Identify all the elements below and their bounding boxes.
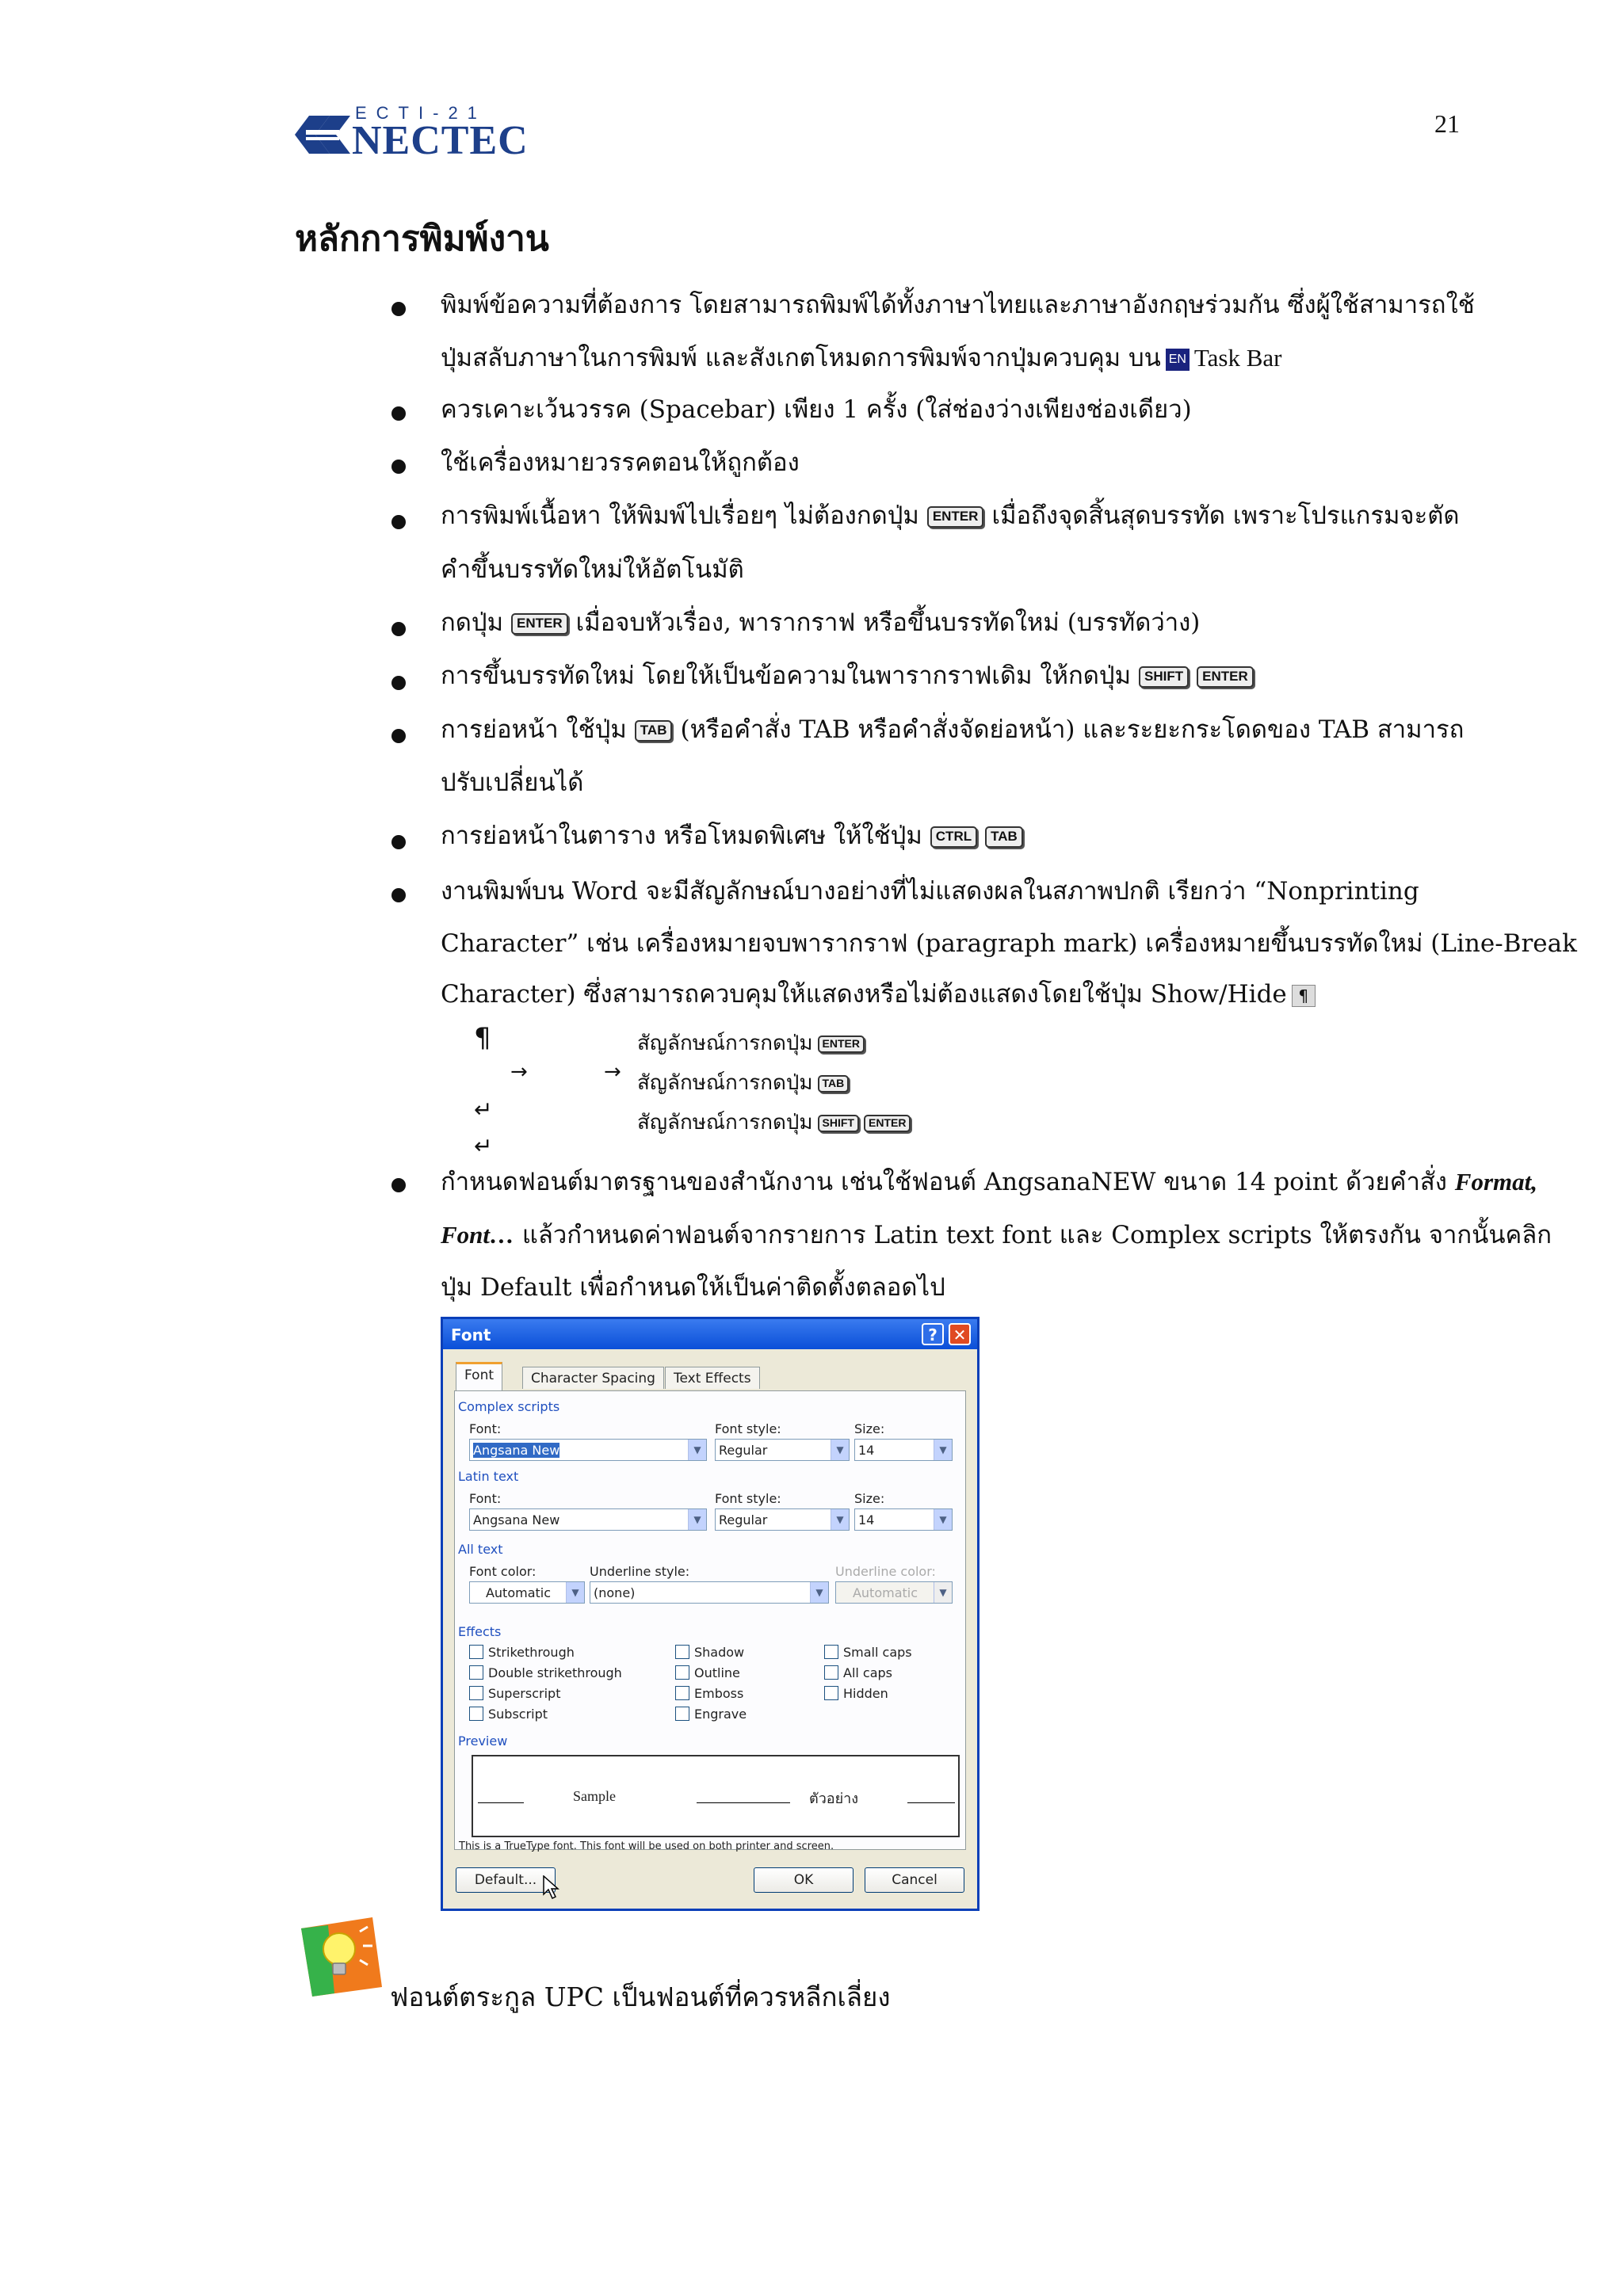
chevron-down-icon: ▼ [688,1509,706,1530]
bullet-7-text-b: (หรือคำสั่ง TAB หรือคำสั่งจัดย่อหน้า) และระยะกระโดดของ TAB สามารถ [680,715,1465,744]
complex-style-value: Regular [719,1443,768,1458]
enter-key-icon: ENTER [818,1035,865,1052]
bullet-1-line-2 [441,345,1281,371]
tab-font[interactable]: Font [456,1362,502,1390]
small-caps-label: Small caps [843,1645,912,1660]
subscript-checkbox[interactable] [469,1707,548,1722]
underline-style-value: (none) [594,1585,636,1600]
bullet-9-text: Character) ซึ่งสามารถควบคุมให้แสดงหรือไม่ต้องแสดงโดยใช้ปุ่ม Show/Hide [441,980,1287,1009]
chevron-down-icon: ▼ [934,1509,952,1530]
bullet-dot [391,1178,406,1192]
enter-key-icon: ENTER [1197,666,1254,688]
page-number: 21 [1434,109,1460,138]
bullet-5-text-b: เมื่อจบหัวเรื่อง, พารากราฟ หรือขึ้นบรรทัดใหม่ (บรรทัดว่าง) [575,608,1201,637]
all-caps-checkbox[interactable] [824,1665,892,1680]
chevron-down-icon: ▼ [934,1582,952,1603]
chevron-down-icon: ▼ [831,1509,849,1530]
bullet-dot [391,460,406,474]
dialog-titlebar [443,1319,977,1349]
lightbulb-tip-icon [296,1911,385,2000]
complex-scripts-group-label: Complex scripts [458,1399,560,1414]
paragraph-mark-symbol: ¶ [474,1022,491,1054]
bullet-6-line [441,664,1262,688]
underline-style-select[interactable] [590,1581,829,1604]
underline-style-label: Underline style: [590,1564,690,1579]
bullet-4-text-a: การพิมพ์เนื้อหา ให้พิมพ์ไปเรื่อยๆ ไม่ต้องกดปุ่ม [441,502,919,530]
preview-line [478,1802,524,1803]
tab-character-spacing[interactable]: Character Spacing [522,1367,664,1389]
all-caps-label: All caps [843,1665,893,1680]
complex-size-select[interactable] [854,1439,953,1461]
cancel-button[interactable]: Cancel [865,1867,964,1893]
symbol-label-text: สัญลักษณ์การกดปุ่ม [637,1071,813,1095]
symbol-label-text: สัญลักษณ์การกดปุ่ม [637,1111,813,1135]
superscript-checkbox[interactable] [469,1686,560,1701]
chevron-down-icon: ▼ [566,1582,584,1603]
dialog-title: Font [451,1325,491,1344]
bullet-6-text: การขึ้นบรรทัดใหม่ โดยให้เป็นข้อความในพารากราฟเดิม ให้กดปุ่ม [441,662,1131,690]
shift-key-icon: SHIFT [818,1115,859,1131]
bullet-4-line-2: คำขึ้นบรรทัดใหม่ให้อัตโนมัติ [441,555,744,584]
bullet-dot [391,729,406,743]
bullet-1-line-1: พิมพ์ข้อความที่ต้องการ โดยสามารถพิมพ์ได้ทั้งภาษาไทยและภาษาอังกฤษร่วมกัน ซึ่งผู้ใช้สามารถใช้ [441,291,1475,319]
bullet-9-line-1: งานพิมพ์บน Word จะมีสัญลักษณ์บางอย่างที่ไม่แสดงผลในสภาพปกติ เรียกว่า “Nonprinting [441,877,1419,906]
show-hide-icon: ¶ [1292,985,1316,1007]
latin-font-select[interactable] [469,1508,707,1531]
font-dialog [441,1317,980,1911]
symbol-label-text: สัญลักษณ์การกดปุ่ม [637,1032,813,1055]
hidden-checkbox[interactable] [824,1686,888,1701]
symbol-label-shift-enter [637,1106,915,1138]
bullet-10-line-3: ปุ่ม Default เพื่อกำหนดให้เป็นค่าติดตั้งตลอดไป [441,1273,945,1302]
engrave-checkbox[interactable] [675,1707,747,1722]
bullet-10-text-a: กำหนดฟอนต์มาตรฐานของสำนักงาน เช่นใช้ฟอนต์ AngsanaNEW ขนาด 14 point ด้วยคำสั่ง [441,1168,1447,1196]
tab-key-icon: TAB [818,1075,850,1092]
language-bar-icon: EN [1166,349,1190,371]
bullet-5-line [441,608,1201,637]
complex-style-select[interactable] [715,1439,850,1461]
bullet-dot [391,622,406,636]
chevron-down-icon: ▼ [810,1582,828,1603]
nectec-logo [295,103,529,163]
symbol-label-tab [637,1066,854,1099]
shadow-label: Shadow [694,1645,745,1660]
effects-group-label: Effects [458,1624,502,1639]
preview-box [472,1755,960,1837]
bullet-3-text: ใช้เครื่องหมายวรรคตอนให้ถูกต้อง [441,448,800,477]
logo-nectec-text: NECTEC [352,118,529,163]
tab-key-icon: TAB [635,720,673,742]
emboss-checkbox[interactable] [675,1686,743,1701]
bullet-10-text-b: แล้วกำหนดค่าฟอนต์จากรายการ Latin text font และ Complex scripts ให้ตรงกัน จากนั้นคลิก [521,1221,1552,1249]
help-icon[interactable]: ? [922,1323,944,1345]
enter-key-icon: ENTER [927,506,984,528]
bullet-dot [391,406,406,421]
underline-color-select[interactable] [835,1581,953,1604]
bullet-4-line-1 [441,504,1460,528]
complex-size-value: 14 [858,1443,875,1458]
line-break-symbol: ↵ [474,1097,493,1123]
line-break-symbol: ↵ [474,1133,493,1159]
chevron-down-icon: ▼ [934,1440,952,1460]
complex-font-select[interactable] [469,1439,707,1461]
outline-label: Outline [694,1665,740,1680]
tab-key-icon: TAB [985,826,1023,848]
bullet-9-line-2: Character” เช่น เครื่องหมายจบพารากราฟ (paragraph mark) เครื่องหมายขึ้นบรรทัดใหม่ (Line-Break [441,929,1577,958]
preview-sample-text: Sample [573,1788,616,1804]
bullet-dot [391,302,406,316]
tip-text: ฟอนต์ตระกูล UPC เป็นฟอนต์ที่ควรหลีกเลี่ยง [390,1981,891,2012]
double-strikethrough-label: Double strikethrough [488,1665,622,1680]
default-button[interactable]: Default... [456,1867,556,1893]
chevron-down-icon: ▼ [831,1440,849,1460]
latin-style-label: Font style: [715,1491,781,1506]
tab-text-effects[interactable]: Text Effects [665,1367,760,1389]
strikethrough-checkbox[interactable] [469,1645,575,1660]
bullet-7-line-2: ปรับเปลี่ยนได้ [441,769,584,797]
bullet-9-line-3 [441,982,1316,1007]
bullet-10-line-2 [441,1222,1552,1248]
tab-arrow-symbol: → [604,1060,621,1084]
taskbar-text: Task Bar [1193,344,1282,372]
bullet-dot [391,515,406,529]
bullet-dot [391,835,406,849]
ctrl-key-icon: CTRL [930,826,977,848]
preview-line [697,1802,790,1803]
double-strikethrough-checkbox[interactable] [469,1665,622,1680]
bullet-7-text-a: การย่อหน้า ใช้ปุ่ม [441,715,627,744]
latin-style-value: Regular [719,1512,768,1527]
preview-line [907,1802,955,1803]
enter-key-icon: ENTER [511,613,568,635]
bullet-5-text-a: กดปุ่ม [441,608,504,637]
bullet-dot [391,888,406,902]
underline-color-value: Automatic [852,1585,918,1600]
latin-font-value: Angsana New [473,1512,560,1527]
bullet-dot [391,676,406,690]
bullet-2-text: ควรเคาะเว้นวรรค (Spacebar) เพียง 1 ครั้ง (ใส่ช่องว่างเพียงช่องเดียว) [441,395,1192,424]
format-command-text: Format, [1454,1168,1537,1196]
preview-group-label: Preview [458,1733,508,1749]
mouse-cursor-icon [543,1875,560,1901]
ok-button[interactable]: OK [754,1867,854,1893]
latin-text-group-label: Latin text [458,1469,519,1484]
latin-size-select[interactable] [854,1508,953,1531]
outline-checkbox[interactable] [675,1665,740,1680]
shadow-checkbox[interactable] [675,1645,744,1660]
font-color-label: Font color: [469,1564,537,1579]
close-icon[interactable]: ✕ [949,1323,971,1345]
latin-size-label: Size: [854,1491,885,1506]
section-title: หลักการพิมพ์งาน [295,219,549,259]
preview-thai-text: ตัวอย่าง [809,1791,859,1807]
latin-font-label: Font: [469,1491,502,1506]
font-command-text: Font… [441,1221,515,1249]
superscript-label: Superscript [488,1686,561,1701]
tab-arrow-symbol: → [510,1060,528,1084]
bullet-10-line-1 [441,1169,1537,1195]
bullet-8-line [441,824,1031,849]
complex-style-label: Font style: [715,1421,781,1436]
complex-font-label: Font: [469,1421,502,1436]
logo-ecti-text: ECTI-21 [355,103,487,123]
latin-style-select[interactable] [715,1508,850,1531]
truetype-note: This is a TrueType font. This font will be used on both printer and screen. [459,1840,834,1852]
symbol-label-enter [637,1027,869,1059]
hidden-label: Hidden [843,1686,888,1701]
engrave-label: Engrave [694,1707,747,1722]
chevron-down-icon: ▼ [688,1440,706,1460]
nectec-logo-mark [295,113,350,157]
shift-key-icon: SHIFT [1139,666,1189,688]
bullet-1-line-2-text: ปุ่มสลับภาษาในการพิมพ์ และสังเกตโหมดการพิมพ์จากปุ่มควบคุม บน [441,344,1161,372]
complex-size-label: Size: [854,1421,885,1436]
font-color-select[interactable] [469,1581,585,1604]
subscript-label: Subscript [488,1707,548,1722]
bullet-8-text: การย่อหน้าในตาราง หรือโหมดพิเศษ ให้ใช้ปุ่ม [441,822,922,850]
bullet-7-line-1 [441,715,1465,744]
enter-key-icon: ENTER [864,1115,911,1131]
underline-color-label: Underline color: [835,1564,936,1579]
all-text-group-label: All text [458,1542,503,1557]
strikethrough-label: Strikethrough [488,1645,575,1660]
bullet-4-text-b: เมื่อถึงจุดสิ้นสุดบรรทัด เพราะโปรแกรมจะตัด [991,502,1460,530]
font-color-value: Automatic [485,1585,552,1600]
emboss-label: Emboss [694,1686,744,1701]
latin-size-value: 14 [858,1512,875,1527]
small-caps-checkbox[interactable] [824,1645,912,1660]
complex-font-value: Angsana New [473,1443,560,1458]
